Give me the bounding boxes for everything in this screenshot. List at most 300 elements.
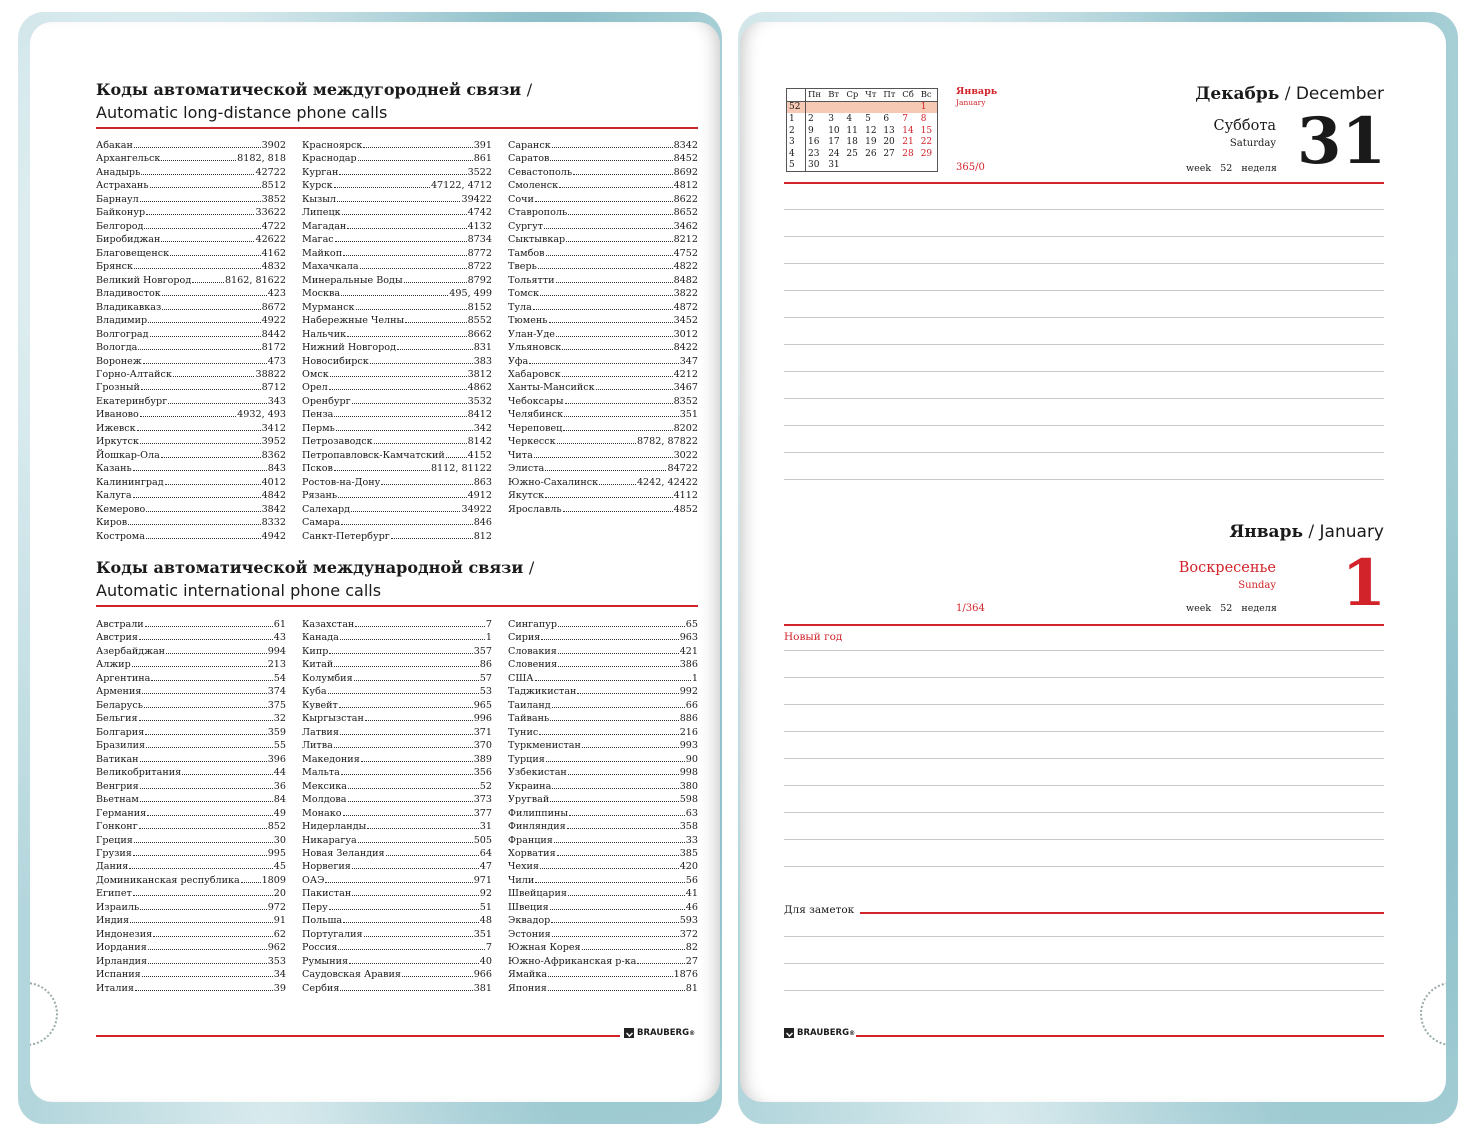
code-name: Нижний Новгород [302, 342, 396, 354]
leader-dots [341, 774, 473, 775]
leader-dots [533, 309, 673, 310]
leader-dots [568, 214, 672, 215]
code-value: 43 [273, 632, 286, 644]
code-name: Молдова [302, 794, 347, 806]
leader-dots [150, 336, 261, 337]
code-row [302, 368, 492, 381]
code-name: Элиста [508, 463, 545, 475]
code-row [302, 422, 492, 435]
ruled-line [784, 425, 1384, 426]
code-row [302, 780, 492, 793]
code-row [96, 914, 286, 927]
leader-dots [343, 922, 479, 923]
leader-dots [151, 680, 272, 681]
code-name: Уфа [508, 355, 529, 367]
code-value: 53 [479, 686, 492, 698]
code-row [508, 658, 698, 671]
code-value: 8202 [673, 422, 698, 434]
code-value: 996 [473, 713, 492, 725]
code-name: Иркутск [96, 436, 139, 448]
code-name: Смоленск [508, 180, 559, 192]
holiday-label: Новый год [784, 631, 843, 643]
code-row [96, 462, 286, 475]
code-name: Турция [508, 753, 545, 765]
code-row [508, 179, 698, 192]
code-name: Россия [302, 942, 338, 954]
code-row [302, 847, 492, 860]
code-row [302, 874, 492, 887]
code-value: 55 [273, 740, 286, 752]
leader-dots [141, 174, 254, 175]
day1-divider [784, 182, 1384, 184]
code-name: Чили [508, 874, 535, 886]
code-row [96, 901, 286, 914]
code-value: 42722 [255, 166, 286, 178]
leader-dots [567, 828, 679, 829]
code-row [508, 699, 698, 712]
code-value: 8162, 81622 [224, 274, 286, 286]
code-name: Саранск [508, 140, 551, 151]
code-name: Израиль [96, 901, 140, 913]
code-value: 886 [679, 713, 698, 725]
code-value: 84 [273, 794, 286, 806]
code-value: 846 [473, 517, 492, 529]
leader-dots [360, 268, 467, 269]
code-value: 41 [685, 888, 698, 900]
code-row [96, 301, 286, 314]
code-value: 389 [473, 753, 492, 765]
code-value: 4752 [673, 247, 698, 259]
code-name: Кызыл [302, 193, 337, 205]
code-row [302, 618, 492, 631]
leader-dots [161, 457, 261, 458]
code-name: Оренбург [302, 395, 351, 407]
code-name: Минеральные Воды [302, 274, 403, 286]
code-name: Салехард [302, 503, 351, 515]
code-value: 342 [473, 422, 492, 434]
mini-calendar-month-en: January [956, 98, 986, 107]
leader-dots [330, 376, 467, 377]
code-row [302, 658, 492, 671]
code-row [96, 152, 286, 165]
code-name: Великий Новгород [96, 274, 192, 286]
code-value: 423 [267, 288, 286, 300]
code-row [302, 233, 492, 246]
notes-divider [860, 912, 1384, 914]
week-number: 1 [787, 113, 806, 125]
leader-dots [558, 626, 685, 627]
leader-dots [329, 653, 472, 654]
code-value: 843 [267, 463, 286, 475]
leader-dots [573, 174, 672, 175]
code-row [508, 672, 698, 685]
code-row [96, 753, 286, 766]
code-row [508, 645, 698, 658]
code-value: 1 [485, 632, 492, 644]
leader-dots [145, 626, 273, 627]
leader-dots [182, 774, 273, 775]
code-column [508, 139, 698, 516]
leader-dots [342, 214, 467, 215]
code-name: Грозный [96, 382, 140, 394]
code-name: Якутск [508, 490, 545, 502]
code-value: 8112, 81122 [430, 463, 492, 475]
code-value: 27 [685, 955, 698, 967]
code-row [96, 395, 286, 408]
mini-calendar-month: Январь [956, 86, 998, 97]
leader-dots [148, 322, 260, 323]
code-value: 593 [679, 915, 698, 927]
leader-dots [336, 430, 473, 431]
calendar-day [919, 160, 938, 172]
code-row [96, 645, 286, 658]
leader-dots [135, 990, 273, 991]
leader-dots [404, 282, 467, 283]
leader-dots [133, 470, 267, 471]
code-name: Южно-Сахалинск [508, 476, 599, 488]
leader-dots [153, 936, 273, 937]
code-value: 66 [685, 699, 698, 711]
code-row [302, 685, 492, 698]
code-name: Китай [302, 659, 334, 671]
code-name: Словения [508, 659, 558, 671]
ruled-line [784, 371, 1384, 372]
code-row [508, 314, 698, 327]
leader-dots [328, 693, 479, 694]
code-value: 8782, 87822 [636, 436, 698, 448]
code-value: 358 [679, 821, 698, 833]
code-name: Мурманск [302, 301, 355, 313]
code-value: 380 [679, 780, 698, 792]
leader-dots [241, 882, 261, 883]
code-value: 4722 [261, 220, 286, 232]
leader-dots [566, 241, 672, 242]
calendar-week-row [787, 136, 938, 148]
code-name: Махачкала [302, 261, 359, 273]
code-name: Нальчик [302, 328, 347, 340]
code-value: 359 [267, 726, 286, 738]
code-value: 356 [473, 767, 492, 779]
code-value: 863 [473, 476, 492, 488]
code-row [302, 247, 492, 260]
code-name: Болгария [96, 726, 145, 738]
leader-dots [558, 653, 679, 654]
calendar-day: 18 [846, 137, 858, 148]
code-row [508, 287, 698, 300]
leader-dots [334, 416, 466, 417]
code-name: Ижевск [96, 422, 136, 434]
code-row [302, 753, 492, 766]
code-name: Кострома [96, 530, 145, 542]
leader-dots [352, 895, 479, 896]
leader-dots [139, 828, 267, 829]
code-value: 3462 [673, 220, 698, 232]
calendar-day [806, 101, 827, 113]
code-name: Словакия [508, 645, 557, 657]
code-name: Беларусь [96, 699, 143, 711]
leader-dots [405, 322, 466, 323]
code-row [302, 139, 492, 152]
code-row [508, 780, 698, 793]
code-value: 82 [685, 942, 698, 954]
code-row [508, 139, 698, 152]
corner-stitch [30, 982, 58, 1046]
code-value: 861 [473, 153, 492, 165]
leader-dots [548, 990, 685, 991]
leader-dots [335, 241, 467, 242]
code-column [96, 139, 286, 543]
code-row [302, 928, 492, 941]
ruled-line [784, 758, 1384, 759]
leader-dots [129, 868, 272, 869]
code-row [96, 739, 286, 752]
ruled-line [784, 236, 1384, 237]
leader-dots [596, 389, 673, 390]
code-name: Санкт-Петербург [302, 530, 390, 542]
code-row [302, 328, 492, 341]
leader-dots [535, 680, 691, 681]
code-row [96, 726, 286, 739]
code-row [302, 503, 492, 516]
code-value: 4862 [467, 382, 492, 394]
code-name: Череповец [508, 422, 563, 434]
code-name: Вьетнам [96, 794, 139, 806]
code-value: 386 [679, 659, 698, 671]
leader-dots [381, 484, 472, 485]
code-row [508, 274, 698, 287]
code-value: 852 [267, 821, 286, 833]
code-name: Иордания [96, 942, 147, 954]
code-value: 7 [485, 619, 492, 630]
code-row [508, 847, 698, 860]
code-row [508, 395, 698, 408]
ruled-line [784, 452, 1384, 453]
code-value: 4152 [467, 449, 492, 461]
code-row [302, 355, 492, 368]
code-name: Курск [302, 180, 333, 192]
code-value: 34 [273, 969, 286, 981]
code-value: 8342 [673, 140, 698, 151]
leader-dots [168, 403, 266, 404]
leader-dots [340, 639, 485, 640]
leader-dots [355, 626, 485, 627]
leader-dots [161, 160, 236, 161]
code-name: Польша [302, 915, 343, 927]
leader-dots [545, 470, 666, 471]
leader-dots [161, 241, 254, 242]
code-row [96, 139, 286, 152]
code-row [302, 274, 492, 287]
code-row [302, 968, 492, 981]
code-value: 505 [473, 834, 492, 846]
code-name: Португалия [302, 928, 363, 940]
code-name: Бразилия [96, 740, 146, 752]
leader-dots [334, 187, 430, 188]
ruled-line [784, 785, 1384, 786]
leader-dots [173, 376, 255, 377]
code-value: 46 [685, 901, 698, 913]
weekday-header: Пн [806, 89, 827, 102]
code-value: 33 [685, 834, 698, 846]
leader-dots [146, 538, 261, 539]
calendar-day [863, 101, 881, 113]
code-row [302, 807, 492, 820]
code-value: 421 [679, 645, 698, 657]
code-name: Казахстан [302, 619, 355, 630]
ruled-line [784, 936, 1384, 937]
leader-dots [557, 855, 679, 856]
code-name: Сербия [302, 982, 340, 994]
code-name: Филиппины [508, 807, 569, 819]
code-row [508, 368, 698, 381]
calendar-day [844, 160, 863, 172]
calendar-week-row [787, 125, 938, 137]
code-name: Иваново [96, 409, 139, 421]
code-row [508, 449, 698, 462]
code-row [508, 914, 698, 927]
code-row [508, 476, 698, 489]
code-row [508, 489, 698, 502]
code-value: 8512 [261, 180, 286, 192]
code-name: Индонезия [96, 928, 153, 940]
calendar-day: 26 [865, 148, 877, 159]
code-row [302, 516, 492, 529]
leader-dots [540, 868, 679, 869]
ruled-line [784, 677, 1384, 678]
code-row [302, 435, 492, 448]
calendar-day: 19 [865, 137, 877, 148]
code-value: 4822 [673, 261, 698, 273]
code-name: Набережные Челны [302, 315, 405, 327]
code-value: 993 [679, 740, 698, 752]
code-row [302, 793, 492, 806]
code-value: 371 [473, 726, 492, 738]
code-name: Краснодар [302, 153, 357, 165]
leader-dots [548, 976, 673, 977]
code-name: Петропавловск-Камчатский [302, 449, 445, 461]
leader-dots [348, 788, 479, 789]
code-row [508, 381, 698, 394]
code-name: Челябинск [508, 409, 564, 421]
code-row [302, 301, 492, 314]
code-name: Грузия [96, 847, 132, 859]
week-number: 5 [787, 160, 806, 172]
code-name: Саратов [508, 153, 550, 165]
code-row [508, 355, 698, 368]
code-name: Ватикан [96, 753, 139, 765]
code-name: Биробиджан [96, 234, 161, 246]
code-name: Мальта [302, 767, 340, 779]
leader-dots [339, 707, 473, 708]
code-name: Аргентина [96, 672, 151, 684]
leader-dots [334, 470, 430, 471]
code-value: 357 [473, 645, 492, 657]
code-row [96, 982, 286, 995]
code-row [302, 489, 492, 502]
week-number: 2 [787, 125, 806, 137]
leader-dots [529, 363, 679, 364]
leader-dots [348, 801, 473, 802]
code-row [508, 968, 698, 981]
leader-dots [351, 511, 460, 512]
code-row [508, 941, 698, 954]
code-row [508, 618, 698, 631]
code-row [508, 739, 698, 752]
code-value: 216 [679, 726, 698, 738]
leader-dots [140, 788, 273, 789]
code-row [508, 753, 698, 766]
leader-dots [146, 511, 260, 512]
code-value: 44 [273, 767, 286, 779]
code-value: 8362 [261, 449, 286, 461]
leader-dots [563, 511, 673, 512]
code-name: Македония [302, 753, 360, 765]
code-row [96, 314, 286, 327]
leader-dots [134, 842, 273, 843]
code-row [508, 928, 698, 941]
code-name: Севастополь [508, 166, 573, 178]
calendar-day [844, 101, 863, 113]
code-value: 64 [479, 847, 492, 859]
code-name: Кемерово [96, 503, 146, 515]
code-name: Тверь [508, 261, 537, 273]
code-value: 3822 [673, 288, 698, 300]
code-name: Курган [302, 166, 339, 178]
code-value: 3522 [467, 166, 492, 178]
leader-dots [358, 160, 473, 161]
code-name: Тула [508, 301, 532, 313]
leader-dots [550, 909, 685, 910]
code-value: 42622 [255, 234, 286, 246]
calendar-day: 6 [883, 113, 890, 124]
code-value: 48 [479, 915, 492, 927]
calendar-day: 11 [846, 125, 858, 136]
code-value: 8722 [467, 261, 492, 273]
leader-dots [343, 255, 466, 256]
code-value: 4832 [261, 261, 286, 273]
code-row [96, 699, 286, 712]
code-row [302, 712, 492, 725]
code-row [302, 726, 492, 739]
leader-dots [446, 457, 467, 458]
code-row [302, 166, 492, 179]
day2-number: 1 [1341, 546, 1386, 621]
code-value: 3467 [673, 382, 698, 394]
code-value: 4932, 493 [237, 409, 286, 421]
leader-dots [139, 639, 273, 640]
code-value: 812 [473, 530, 492, 542]
code-name: Узбекистан [508, 767, 567, 779]
code-row [508, 955, 698, 968]
calendar-day: 9 [808, 125, 814, 136]
code-row [302, 220, 492, 233]
code-name: Великобритания [96, 767, 182, 779]
code-name: Благовещенск [96, 247, 170, 259]
leader-dots [148, 949, 267, 950]
code-value: 3902 [261, 140, 286, 151]
code-row [302, 766, 492, 779]
leader-dots [550, 720, 678, 721]
code-row [96, 820, 286, 833]
code-row [508, 328, 698, 341]
code-row [508, 462, 698, 475]
leader-dots [150, 187, 261, 188]
code-value: 213 [267, 659, 286, 671]
code-row [302, 530, 492, 543]
code-value: 994 [267, 645, 286, 657]
code-name: ОАЭ [302, 874, 325, 886]
code-name: Куба [302, 686, 327, 698]
